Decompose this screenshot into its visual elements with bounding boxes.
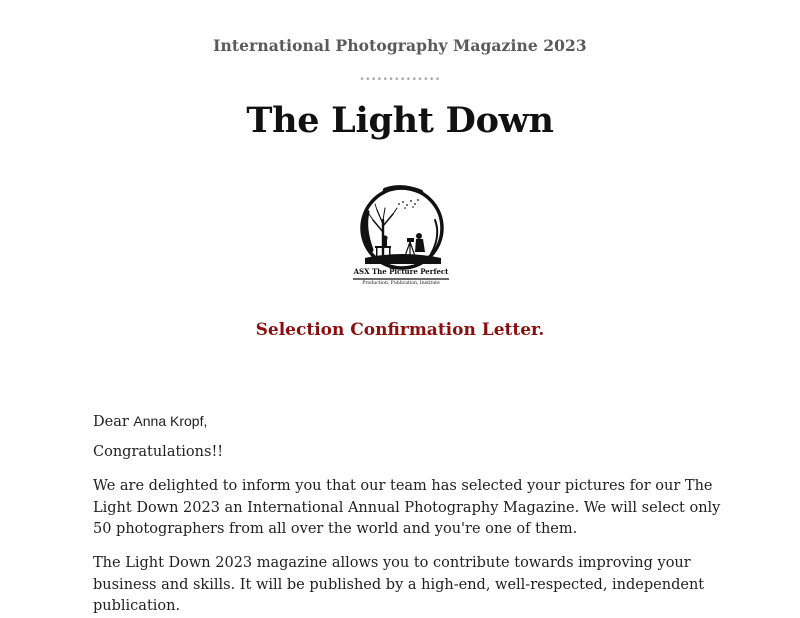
- letter-subject: Selection Confirmation Letter.: [255, 320, 545, 340]
- page-title: The Light Down: [246, 100, 554, 141]
- magazine-name: International Photography Magazine 2023: [213, 36, 587, 55]
- congratulations-line: Congratulations!!: [93, 444, 224, 460]
- recipient-name: Anna Kropf,: [133, 413, 208, 429]
- logo-text-line2: Production, Publication, Institute: [362, 281, 440, 286]
- salutation: [93, 411, 723, 434]
- asx-picture-perfect-logo-icon: [345, 180, 457, 290]
- paragraph-magazine-info: The Light Down 2023 magazine allows you to contribute towards improving your business and skills. It will be published by a high-end, well-respected, independent publication.: [93, 555, 705, 614]
- logo-text-line1: ASX The Picture Perfect: [353, 267, 449, 276]
- salutation-word: Dear: [93, 414, 129, 430]
- paragraph-selection: We are delighted to inform you that our team has selected your pictures for our The Light Down 2023 an International Annual Photography Magazine. We will select only 50 photographers from all over the world and you're one of them.: [93, 478, 721, 537]
- dotted-divider: ••••••••••••••: [359, 75, 441, 85]
